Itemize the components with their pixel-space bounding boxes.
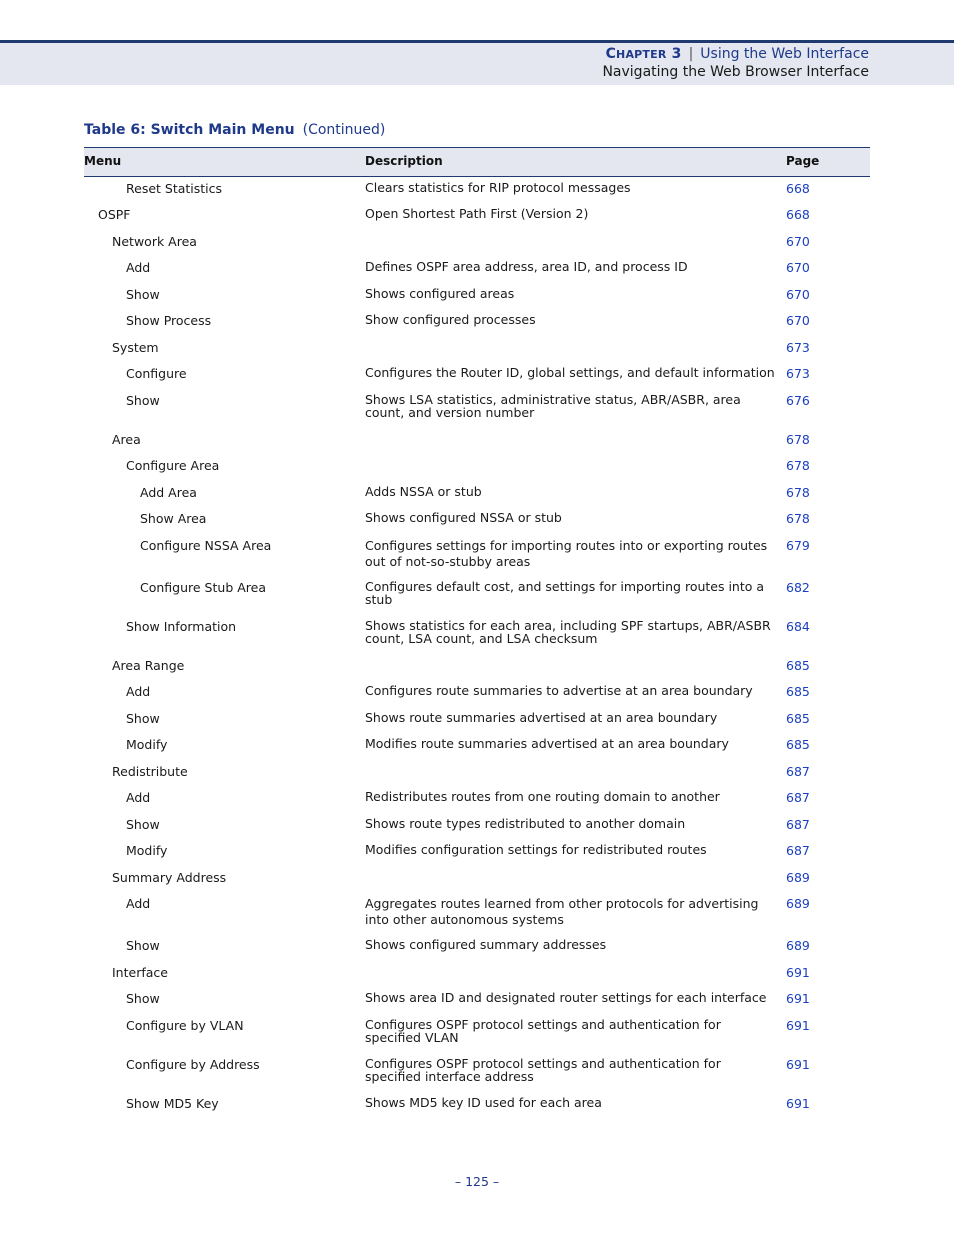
description-cell: Shows statistics for each area, including SPF startups, ABR/ASBR count, LSA count, and LSA checksum	[365, 618, 771, 646]
menu-cell: System	[112, 340, 159, 355]
menu-cell: Interface	[112, 965, 168, 980]
menu-cell: Configure	[126, 366, 187, 381]
menu-cell: Show MD5 Key	[126, 1096, 219, 1111]
page-link[interactable]: 668	[786, 181, 810, 196]
page-link[interactable]: 687	[786, 817, 810, 832]
table-title: Table 6: Switch Main Menu	[84, 122, 295, 138]
description-cell: Shows route types redistributed to another domain	[365, 816, 686, 831]
menu-cell: Network Area	[112, 234, 197, 249]
menu-cell: Add	[126, 684, 151, 699]
page-link[interactable]: 676	[786, 393, 810, 408]
chapter-number: 3	[671, 46, 682, 62]
page-link[interactable]: 691	[786, 1057, 810, 1072]
menu-cell: Area Range	[112, 658, 185, 673]
description-cell: Open Shortest Path First (Version 2)	[365, 206, 589, 221]
menu-cell: Show	[126, 711, 160, 726]
menu-cell: Configure NSSA Area	[140, 538, 272, 553]
description-cell: Shows MD5 key ID used for each area	[365, 1095, 602, 1110]
description-cell: Shows configured summary addresses	[365, 937, 607, 952]
description-cell: Modifies configuration settings for redistributed routes	[365, 842, 707, 857]
chapter-label	[606, 46, 682, 62]
description-cell: Configures the Router ID, global settings, and default information	[365, 365, 775, 380]
page-link[interactable]: 670	[786, 260, 810, 275]
menu-cell: Show	[126, 817, 160, 832]
menu-cell: Modify	[126, 737, 168, 752]
page-link[interactable]: 670	[786, 313, 810, 328]
description-cell: Shows route summaries advertised at an area boundary	[365, 710, 718, 725]
description-cell: Modifies route summaries advertised at an area boundary	[365, 736, 729, 751]
page-link[interactable]: 678	[786, 432, 810, 447]
page-link[interactable]: 670	[786, 287, 810, 302]
description-cell: Configures default cost, and settings for importing routes into a stub	[365, 579, 765, 607]
description-cell: Configures OSPF protocol settings and authentication for specified VLAN	[365, 1017, 721, 1045]
page-link[interactable]: 685	[786, 737, 810, 752]
page-link[interactable]: 685	[786, 658, 810, 673]
menu-cell: Modify	[126, 843, 168, 858]
menu-cell: Configure Area	[126, 458, 220, 473]
page-link[interactable]: 682	[786, 580, 810, 595]
menu-cell: Show Information	[126, 619, 237, 634]
page-link[interactable]: 691	[786, 1096, 810, 1111]
page-link[interactable]: 668	[786, 207, 810, 222]
page-link[interactable]: 678	[786, 485, 810, 500]
page-link[interactable]: 670	[786, 234, 810, 249]
description-cell: Defines OSPF area address, area ID, and process ID	[365, 259, 688, 274]
menu-cell: Show	[126, 991, 160, 1006]
menu-cell: Configure by VLAN	[126, 1018, 244, 1033]
chapter-separator: |	[688, 46, 694, 62]
chapter-small: HAPTER	[616, 48, 667, 61]
description-cell: Clears statistics for RIP protocol messages	[365, 180, 631, 195]
description-cell: Aggregates routes learned from other protocols for advertising into other autonomous systems	[365, 896, 759, 927]
menu-cell: Add Area	[140, 485, 197, 500]
page-link[interactable]: 673	[786, 340, 810, 355]
section-title: Navigating the Web Browser Interface	[602, 64, 869, 80]
menu-cell: Show	[126, 938, 160, 953]
menu-cell: Show Process	[126, 313, 212, 328]
description-cell: Shows area ID and designated router settings for each interface	[365, 990, 767, 1005]
page-link[interactable]: 689	[786, 938, 810, 953]
page-link[interactable]: 679	[786, 538, 810, 553]
page-link[interactable]: 685	[786, 684, 810, 699]
page-link[interactable]: 689	[786, 896, 810, 911]
chapter-prefix: C	[605, 46, 617, 62]
page-number: – 125 –	[454, 1174, 500, 1189]
menu-cell: Show Area	[140, 511, 207, 526]
description-cell: Shows configured NSSA or stub	[365, 510, 562, 525]
page-link[interactable]: 684	[786, 619, 810, 634]
table-continued: (Continued)	[302, 122, 386, 138]
page-link[interactable]: 687	[786, 843, 810, 858]
menu-cell: Configure by Address	[126, 1057, 260, 1072]
description-cell: Shows configured areas	[365, 286, 515, 301]
description-cell: Configures settings for importing routes into or exporting routes out of not-so-stubby areas	[365, 538, 768, 569]
menu-cell: Add	[126, 790, 151, 805]
menu-cell: Configure Stub Area	[140, 580, 266, 595]
page-link[interactable]: 691	[786, 991, 810, 1006]
chapter-title: Using the Web Interface	[700, 46, 869, 62]
page-link[interactable]: 691	[786, 1018, 810, 1033]
page-link[interactable]: 685	[786, 711, 810, 726]
page-link[interactable]: 687	[786, 764, 810, 779]
page-link[interactable]: 691	[786, 965, 810, 980]
table-header	[84, 147, 870, 177]
menu-cell: Redistribute	[112, 764, 188, 779]
menu-cell: Reset Statistics	[126, 181, 223, 196]
page-link[interactable]: 689	[786, 870, 810, 885]
menu-cell: Add	[126, 260, 151, 275]
description-cell: Shows LSA statistics, administrative status, ABR/ASBR, area count, and version number	[365, 392, 741, 420]
chapter-heading	[606, 46, 869, 62]
description-cell: Show configured processes	[365, 312, 536, 327]
description-cell: Configures OSPF protocol settings and authentication for specified interface address	[365, 1056, 721, 1084]
menu-cell: Show	[126, 287, 160, 302]
page-link[interactable]: 678	[786, 458, 810, 473]
description-cell: Configures route summaries to advertise at an area boundary	[365, 683, 753, 698]
menu-cell: Area	[112, 432, 141, 447]
menu-cell: OSPF	[98, 207, 131, 222]
description-cell: Redistributes routes from one routing domain to another	[365, 789, 720, 804]
menu-cell: Add	[126, 896, 151, 911]
description-cell: Adds NSSA or stub	[365, 484, 482, 499]
menu-cell: Show	[126, 393, 160, 408]
column-header-page: Page	[786, 154, 820, 168]
page-link[interactable]: 673	[786, 366, 810, 381]
column-header-menu: Menu	[84, 154, 122, 168]
page-link[interactable]: 678	[786, 511, 810, 526]
page-link[interactable]: 687	[786, 790, 810, 805]
menu-cell: Summary Address	[112, 870, 227, 885]
column-header-description: Description	[365, 154, 443, 168]
table-caption	[84, 122, 385, 138]
